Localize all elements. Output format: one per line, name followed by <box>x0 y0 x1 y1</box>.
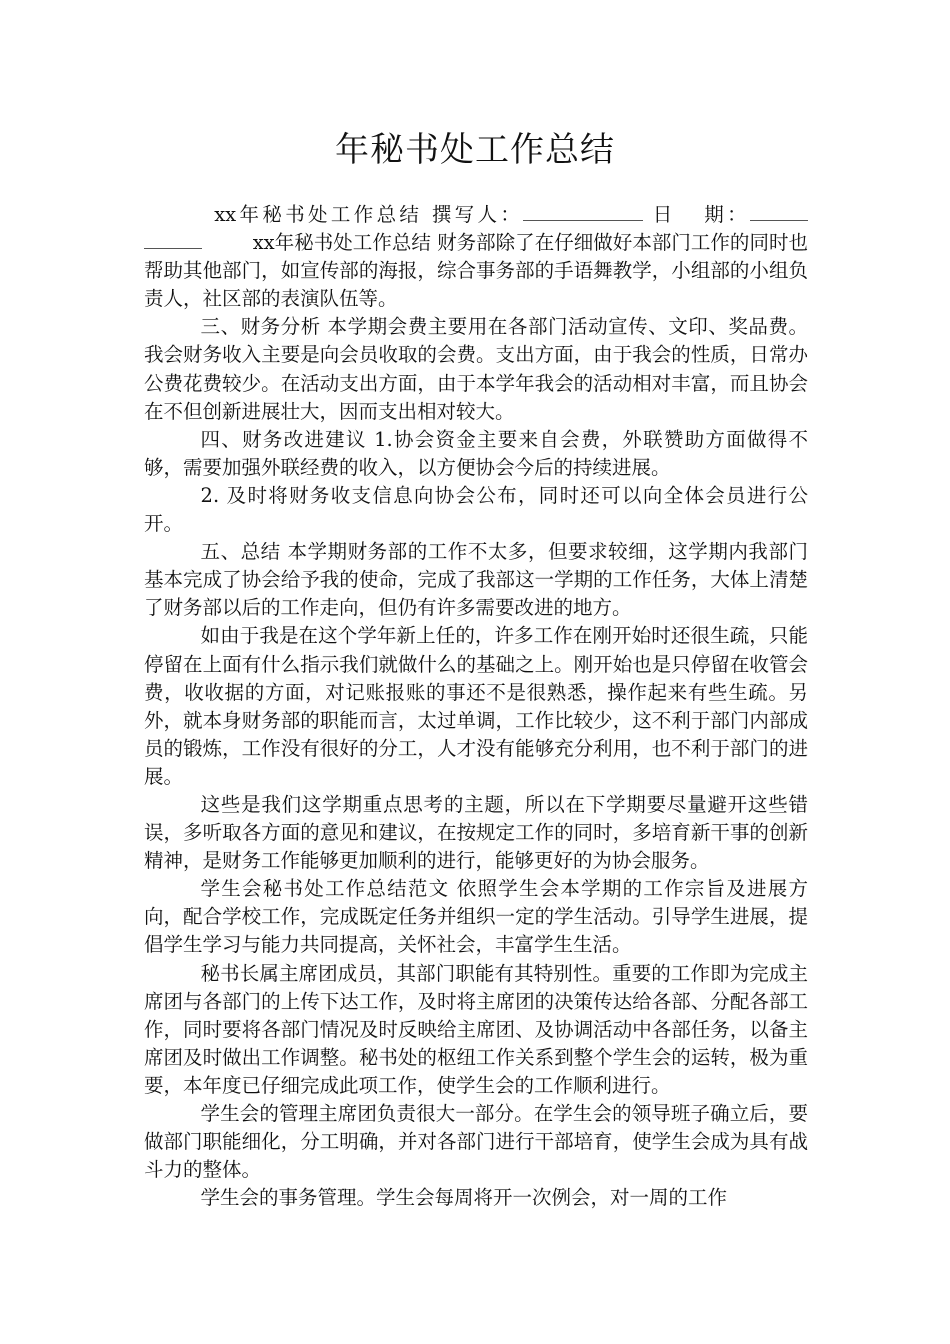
author-blank <box>523 201 643 221</box>
date-blank <box>750 201 808 221</box>
paragraph: 四、财务改进建议 1.协会资金主要来自会费，外联赞助方面做得不够，需要加强外联经费的收入，以方便协会今后的持续进展。 <box>144 427 808 479</box>
paragraph-text: xx年秘书处工作总结 财务部除了在仔细做好本部门工作的同时也帮助其他部门，如宣传部的海报，综合事务部的手语舞教学，小组部的小组负责人，社区部的表演队伍等。 <box>144 231 808 311</box>
paragraph: 五、总结 本学期财务部的工作不太多，但要求较细，这学期内我部门基本完成了协会给予我的使命，完成了我部这一学期的工作任务，大体上清楚了财务部以后的工作走向，但仍有许多需要改进的地方。 <box>144 540 808 620</box>
header-paragraph <box>144 201 808 313</box>
paragraph: 学生会的事务管理。学生会每周将开一次例会，对一周的工作 <box>200 1186 728 1210</box>
paragraph: 如由于我是在这个学年新上任的，许多工作在刚开始时还很生疏，只能停留在上面有什么指示我们就做什么的基础之上。刚开始也是只停留在收管会费，收收据的方面，对记账报账的事还不是很熟悉，操作起来有些生疏。另外，就本身财务部的职能而言，太过单调，工作比较少，这不利于部门内部成员的锻炼，工作没有很好的分工，人才没有能够充分利用，也不利于部门的进展。 <box>144 624 808 788</box>
paragraph: 学生会的管理主席团负责很大一部分。在学生会的领导班子确立后，要做部门职能细化，分工明确，并对各部门进行干部培育，使学生会成为具有战斗力的整体。 <box>144 1102 808 1182</box>
paragraph: 这些是我们这学期重点思考的主题，所以在下学期要尽量避开这些错误，多听取各方面的意见和建议，在按规定工作的同时，多培育新干事的创新精神，是财务工作能够更加顺利的进行，能够更好的为协会服务。 <box>144 792 808 873</box>
paragraph: 三、财务分析 本学期会费主要用在各部门活动宣传、文印、奖品费。我会财务收入主要是向会员收取的会费。支出方面，由于我会的性质，日常办公费花费较少。在活动支出方面，由于本学年我会的活动相对丰富，而且协会在不但创新进展壮大，因而支出相对较大。 <box>144 315 808 423</box>
paragraph: 秘书长属主席团成员，其部门职能有其特别性。重要的工作即为完成主席团与各部门的上传下达工作，及时将主席团的决策传达给各部、分配各部工作，同时要将各部门情况及时反映给主席团、及协调活动中各部任务，以备主席团及时做出工作调整。秘书处的枢纽工作关系到整个学生会的运转，极为重要，本年度已仔细完成此项工作，使学生会的工作顺利进行。 <box>144 961 808 1097</box>
date-blank-continued <box>144 229 202 249</box>
date-label-1: 日 <box>652 203 676 226</box>
document-body <box>144 201 808 1212</box>
paragraph: 学生会秘书处工作总结范文 依照学生会本学期的工作宗旨及进展方向，配合学校工作，完成既定任务并组织一定的学生活动。引导学生进展，提倡学生学习与能力共同提高，关怀社会，丰富学生生活。 <box>144 877 808 957</box>
document-title: 年秘书处工作总结 <box>335 130 615 170</box>
date-label-2: 期： <box>700 203 750 226</box>
header-prefix: xx年秘书处工作总结 撰写人： <box>214 203 524 226</box>
paragraph: 2. 及时将财务收支信息向协会公布，同时还可以向全体会员进行公开。 <box>144 483 808 536</box>
